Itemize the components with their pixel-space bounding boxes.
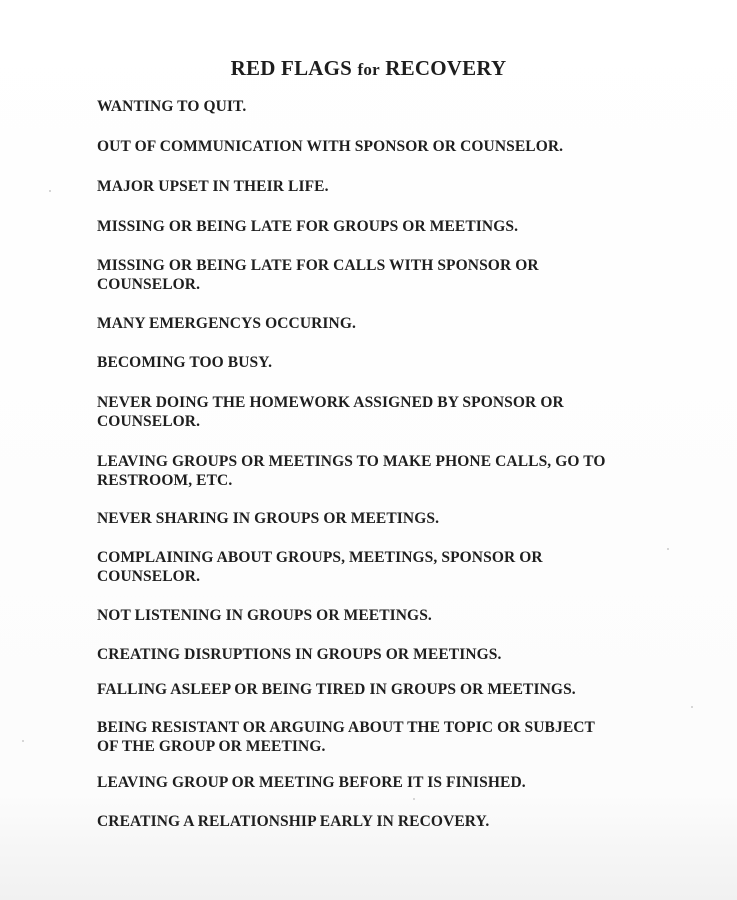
- red-flag-item-16: LEAVING GROUP OR MEETING BEFORE IT IS FINISHED.: [97, 774, 526, 791]
- red-flag-item-1: WANTING TO QUIT.: [97, 98, 247, 115]
- red-flag-item-6: MANY EMERGENCYS OCCURING.: [97, 315, 356, 332]
- title-main: RED FLAGS: [230, 56, 353, 80]
- red-flag-item-9: LEAVING GROUPS OR MEETINGS TO MAKE PHONE CALLS, GO TO RESTROOM, ETC.: [97, 453, 606, 489]
- red-flag-item-5: MISSING OR BEING LATE FOR CALLS WITH SPONSOR OR COUNSELOR.: [97, 257, 539, 293]
- page-title: [0, 56, 737, 81]
- red-flag-item-3: MAJOR UPSET IN THEIR LIFE.: [97, 178, 329, 195]
- red-flag-item-15: BEING RESISTANT OR ARGUING ABOUT THE TOPIC OR SUBJECT OF THE GROUP OR MEETING.: [97, 719, 595, 755]
- red-flag-item-7: BECOMING TOO BUSY.: [97, 354, 273, 371]
- red-flag-item-2: OUT OF COMMUNICATION WITH SPONSOR OR COUNSELOR.: [97, 138, 564, 155]
- red-flag-item-13: CREATING DISRUPTIONS IN GROUPS OR MEETINGS.: [97, 646, 502, 663]
- paper-speck: [667, 548, 669, 550]
- red-flag-item-14: FALLING ASLEEP OR BEING TIRED IN GROUPS OR MEETINGS.: [97, 681, 576, 698]
- title-for: for: [357, 60, 380, 79]
- red-flag-item-4: MISSING OR BEING LATE FOR GROUPS OR MEETINGS.: [97, 218, 519, 235]
- title-end: RECOVERY: [385, 56, 507, 80]
- paper-speck: [413, 798, 415, 800]
- paper-speck: [691, 706, 693, 708]
- red-flag-item-17: CREATING A RELATIONSHIP EARLY IN RECOVERY.: [97, 813, 490, 830]
- paper-speck: [49, 190, 51, 192]
- red-flag-item-8: NEVER DOING THE HOMEWORK ASSIGNED BY SPONSOR OR COUNSELOR.: [97, 394, 564, 430]
- red-flag-item-11: COMPLAINING ABOUT GROUPS, MEETINGS, SPONSOR OR COUNSELOR.: [97, 549, 543, 585]
- paper-speck: [22, 740, 24, 742]
- red-flag-item-10: NEVER SHARING IN GROUPS OR MEETINGS.: [97, 510, 440, 527]
- red-flag-item-12: NOT LISTENING IN GROUPS OR MEETINGS.: [97, 607, 432, 624]
